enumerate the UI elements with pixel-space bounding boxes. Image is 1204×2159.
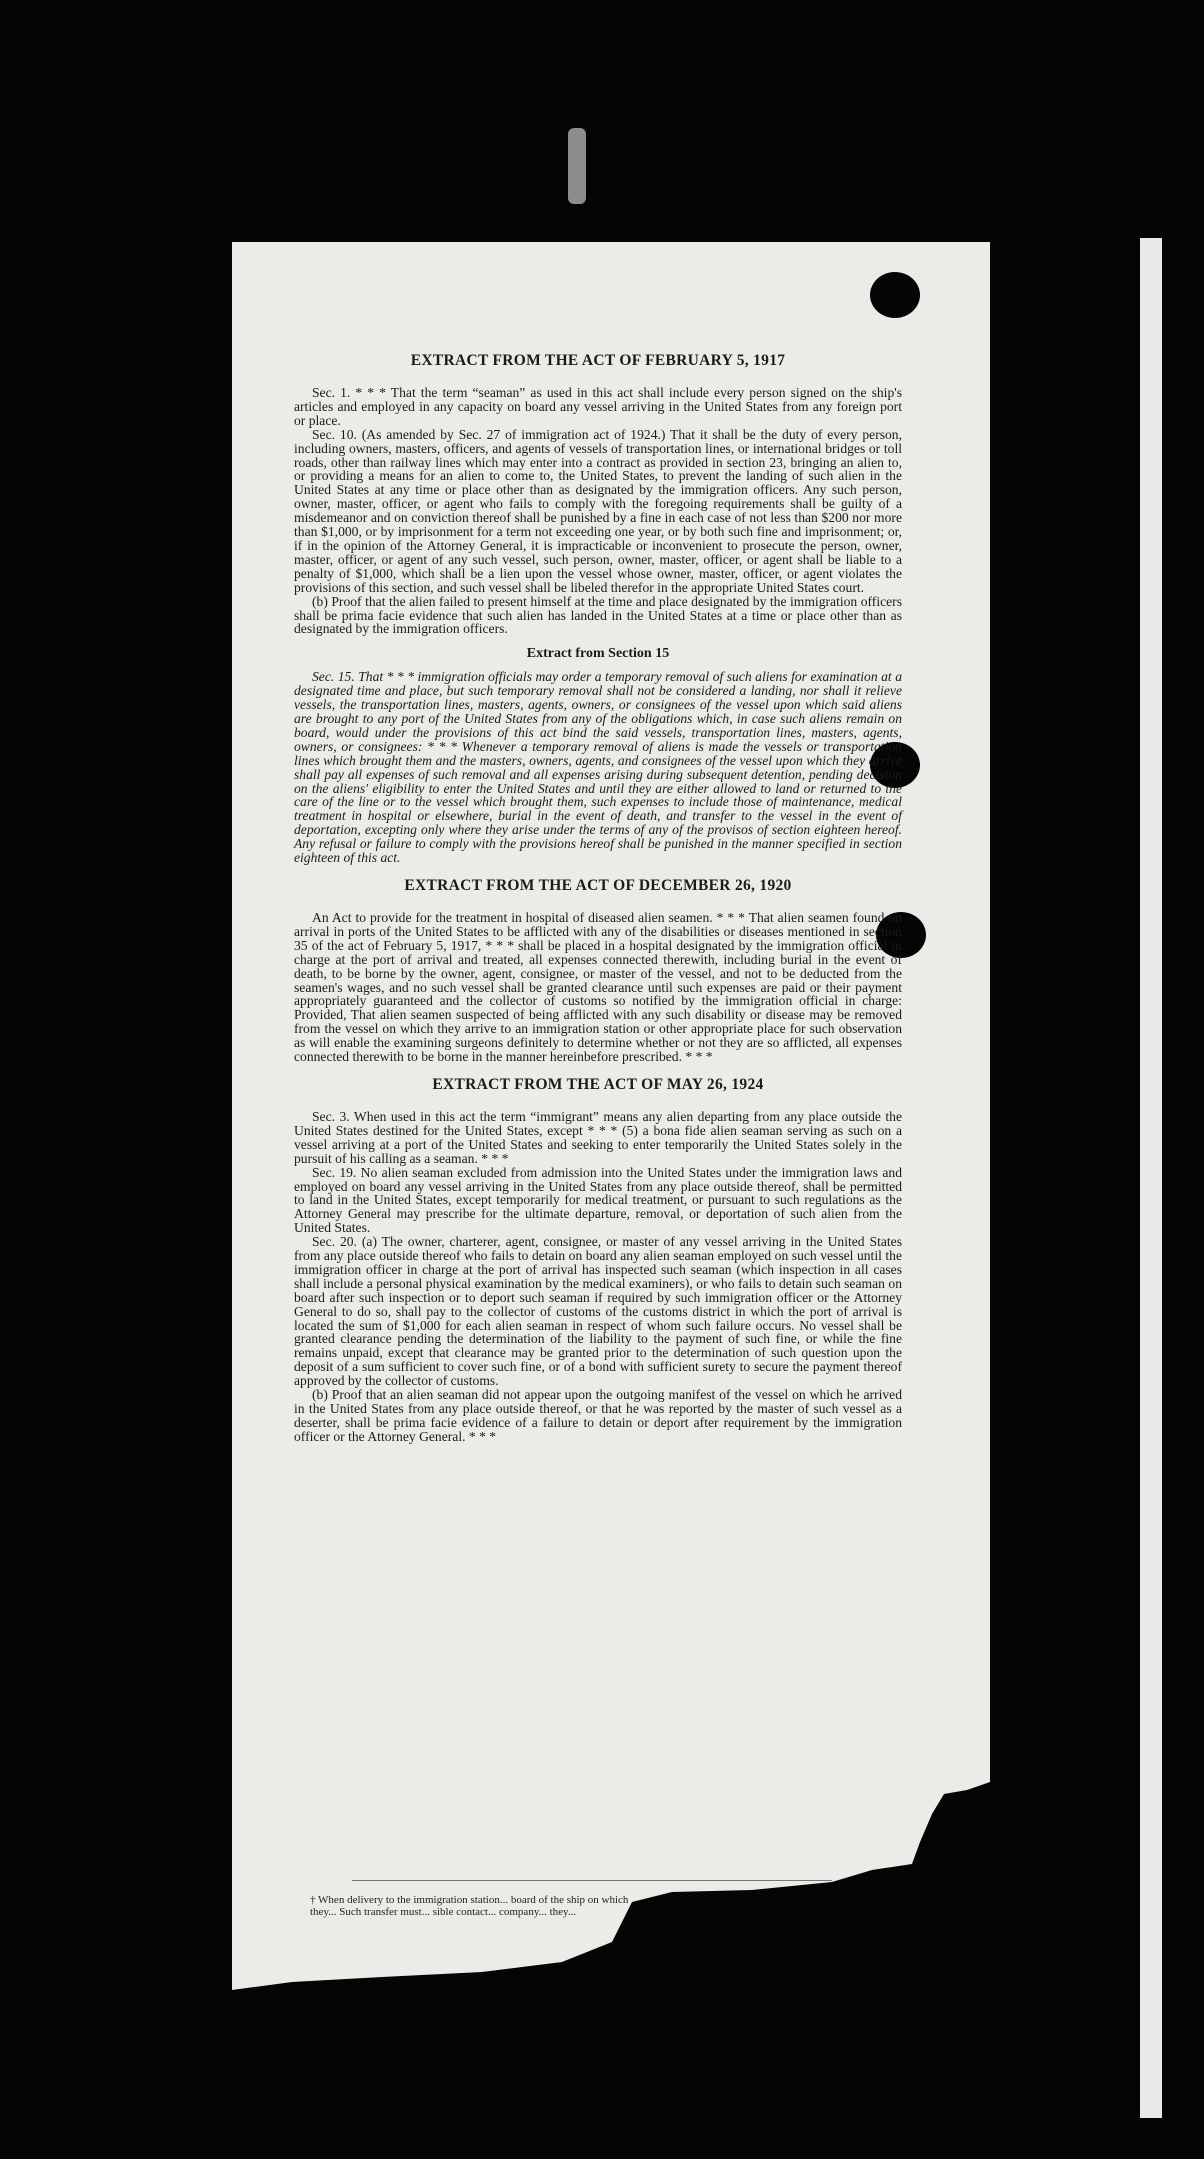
document-page xyxy=(232,242,990,2004)
scan-speck xyxy=(568,128,586,204)
paragraph: Sec. 10. (As amended by Sec. 27 of immigration act of 1924.) That it shall be the duty of every person, including owners, masters, officers, and agents of vessels of transportation lines, or international bridges or toll roads, other than railway lines which may enter into a contract as provided in section 23, bringing an alien to, or providing a means for an alien to come to, the United States, to prevent the landing of such alien in the United States at any time or place other than as designated by the immigration officers. Any such person, owner, master, officer, or agent who fails to comply with the foregoing requirements shall be guilty of a misdemeanor and on conviction thereof shall be punished by a fine in each case of not less than $200 nor more than $1,000, or by imprisonment for a term not exceeding one year, or by both such fine and imprisonment; or, if in the opinion of the Attorney General, it is impracticable or inconvenient to prosecute the person, owner, master, officer, or agent of any such vessel, such person, owner, master, officer, or agent shall be liable to a penalty of $1,000, which shall be a lien upon the vessel whose owner, master, officer, or agent violates the provisions of this section, and such vessel shall be libeled therefor in the appropriate United States court. xyxy=(294,426,902,595)
scan-edge-strip xyxy=(1140,238,1162,2118)
paragraph: Sec. 19. No alien seaman excluded from admission into the United States under the immigration laws and employed on board any vessel arriving in the United States from any place outside thereof, shall be permitted to land in the United States, except temporarily for medical treatment, or pursuant to such regulations as the Attorney General may prescribe for the ultimate departure, removal, or deportation of such alien from the United States. xyxy=(294,1164,902,1236)
paragraph: Sec. 1. * * * That the term “seaman” as used in this act shall include every person signed on the ship's articles and employed in any capacity on board any vessel arriving in the United States from any foreign port or place. xyxy=(294,385,902,428)
paragraph: Sec. 20. (a) The owner, charterer, agent, consignee, or master of any vessel arriving in the United States from any place outside thereof who fails to detain on board any alien seaman employed on such vessel until the immigration officer in charge at the port of arrival has inspected such seaman (which inspection in all cases shall include a personal physical examination by the medical examiners), or who fails to detain such seaman on board after such inspection or to deport such seaman if required by such immigration officer or the Attorney General to do so, shall pay to the collector of customs of the customs district in which the port of arrival is located the sum of $1,000 for each alien seaman in respect of whom such failure occurs. No vessel shall be granted clearance pending the determination of the liability to the payment of such fine, or while the fine remains unpaid, except that clearance may be granted prior to the determination of such question upon the deposit of a sum sufficient to cover such fine, or of a bond with sufficient surety to secure the payment thereof approved by the collector of customs. xyxy=(294,1234,902,1389)
paragraph: Sec. 3. When used in this act the term “immigrant” means any alien departing from any place outside the United States destined for the United States, except * * * (5) a bona fide alien seaman serving as such on a vessel arriving at a port of the United States and seeking to enter temporarily the United States solely in the pursuit of his calling as a seaman. * * * xyxy=(294,1108,902,1166)
section-heading: EXTRACT FROM THE ACT OF DECEMBER 26, 1920 xyxy=(404,877,792,894)
paragraph: Sec. 15. That * * * immigration officials may order a temporary removal of such aliens for examination at a designated time and place, but such temporary removal shall not be considered a landing, nor shall it relieve vessels, the transportation lines, masters, agents, owners, or consignees of the vessel upon which said aliens are brought to any port of the United States from any of the obligations which, in case such aliens remain on board, would under the provisions of this act bind the said vessels, transportation lines, masters, agents, owners, or consignees: * * * Whenever a temporary removal of aliens is made the vessels or transportation lines which brought them and the masters, owners, agents, and consignees of the vessel upon which they arrive shall pay all expenses of such removal and all expenses arising during subsequent detention, pending decision on the aliens' eligibility to enter the United States and until they are either allowed to land or returned to the care of the line or to the vessel which brought them, such expenses to include those of maintenance, medical treatment in hospital or elsewhere, burial in the event of death, and transfer to the vessel in the event of deportation, excepting only where they arise under the terms of any of the provisos of section eighteen hereof. Any refusal or failure to comply with the provisions hereof shall be punished in the manner specified in section eighteen of this act. xyxy=(294,669,902,866)
paragraph: An Act to provide for the treatment in hospital of diseased alien seamen. * * * That alien seamen found on arrival in ports of the United States to be afflicted with any of the disabilities or diseases mentioned in section 35 of the act of February 5, 1917, * * * shall be placed in a hospital designated by the immigration official in charge at the port of arrival and treated, all expenses connected therewith, including burial in the event of death, to be borne by the owner, agent, consignee, or master of the vessel, and not to be deducted from the seamen's wages, and no such vessel shall be granted clearance until such expenses are paid or their payment appropriately guaranteed and the collector of customs so notified by the immigration official in charge: Provided, That alien seamen suspected of being afflicted with any such disability or disease may be removed from the vessel on which they arrive to an immigration station or other appropriate place for such observation as will enable the examining surgeons definitely to determine whether or not they are so afflicted, all expenses connected therewith to be borne in the manner hereinbefore prescribed. * * * xyxy=(294,910,902,1065)
torn-corner xyxy=(232,242,990,2004)
section-heading: Extract from Section 15 xyxy=(526,646,670,662)
paragraph: (b) Proof that the alien failed to present himself at the time and place designated by the immigration officers shall be prima facie evidence that such alien has landed in the United States at a time or place other than as designated by the immigration officers. xyxy=(294,593,902,637)
paragraph: (b) Proof that an alien seaman did not appear upon the outgoing manifest of the vessel on which he arrived in the United States from any place outside thereof, or that he was reported by the master of such vessel as a deserter, shall be prima facie evidence of a failure to detain or deport after requirement by the immigration officer or the Attorney General. * * * xyxy=(294,1387,902,1444)
footnote: † When delivery to the immigration station... board of the ship on which they... Such transfer must... sible contact... company... they... xyxy=(310,1894,629,1918)
section-heading: EXTRACT FROM THE ACT OF MAY 26, 1924 xyxy=(432,1075,764,1093)
section-heading: EXTRACT FROM THE ACT OF FEBRUARY 5, 1917 xyxy=(410,352,786,369)
